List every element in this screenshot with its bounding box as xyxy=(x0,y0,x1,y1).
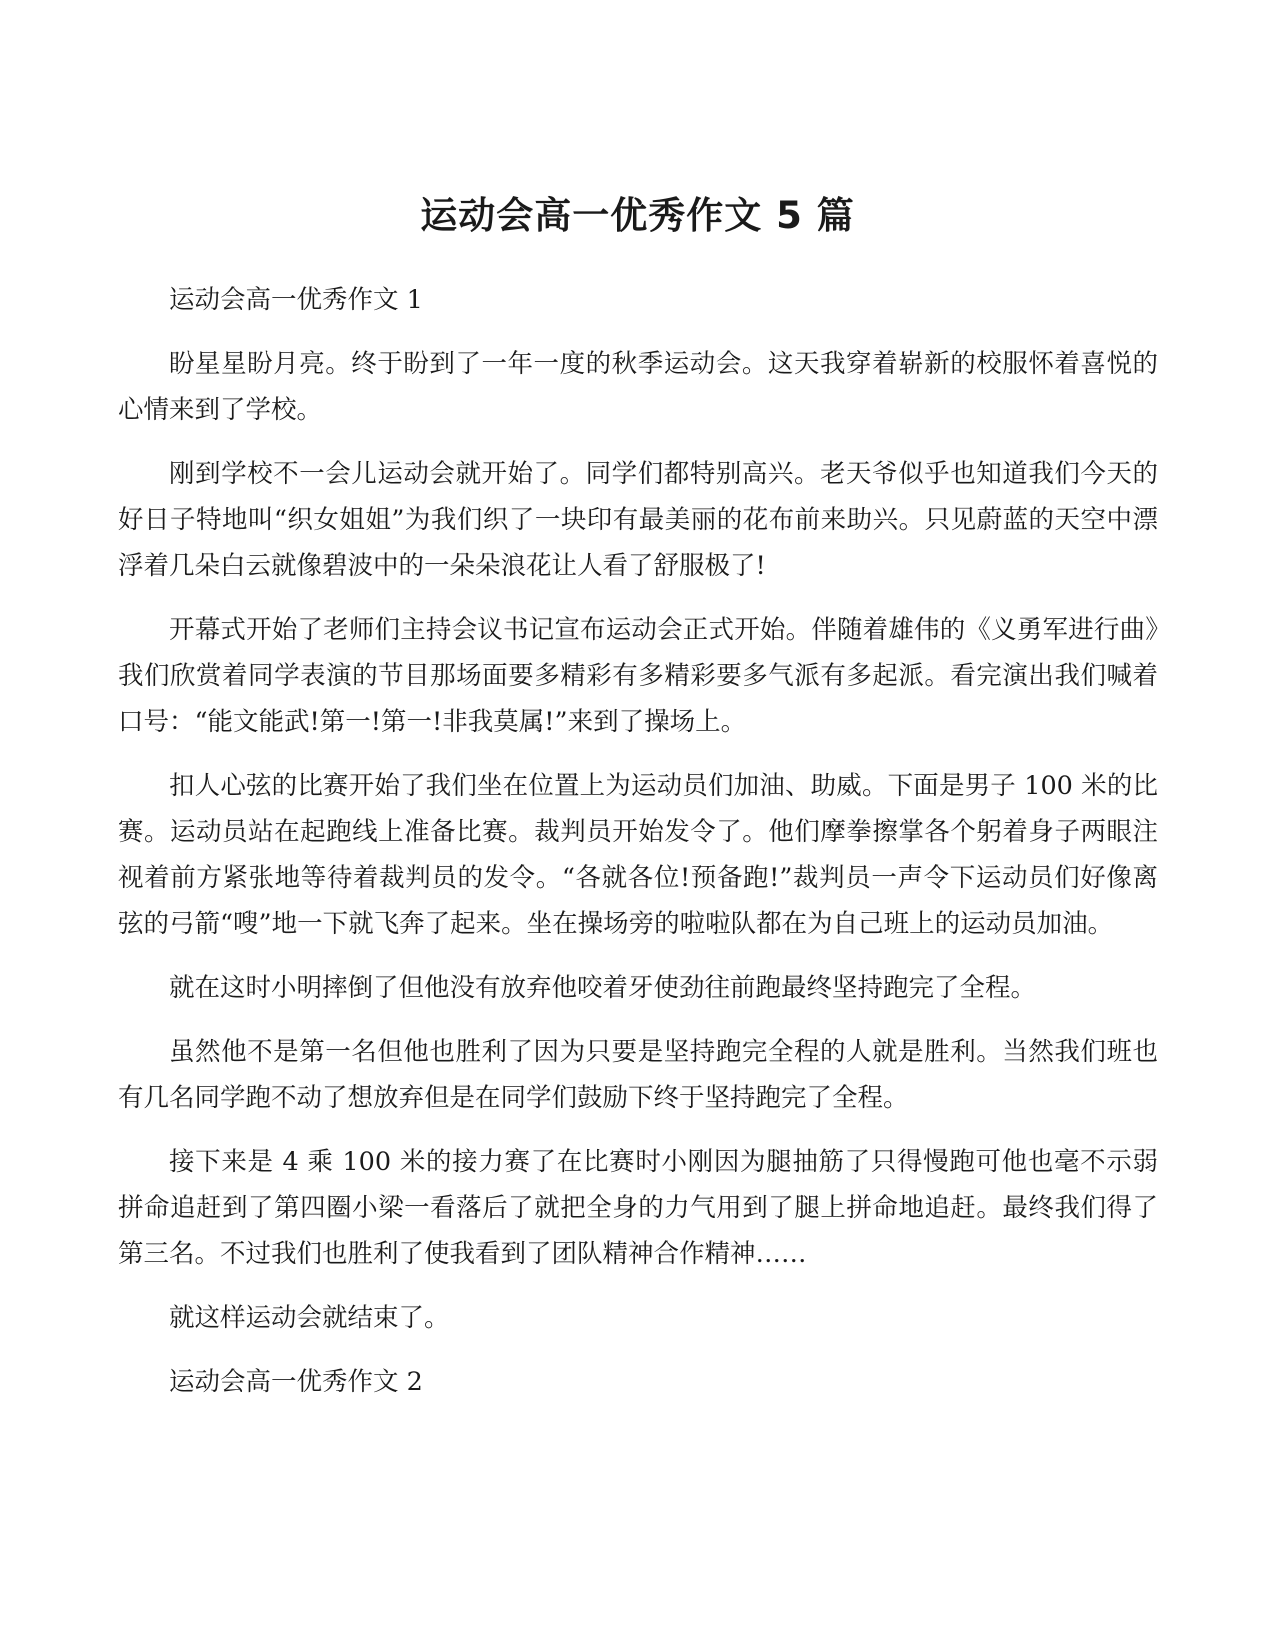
paragraph: 开幕式开始了老师们主持会议书记宣布运动会正式开始。伴随着雄伟的《义勇军进行曲》我们欣赏着同学表演的节目那场面要多精彩有多精彩要多气派有多起派。看完演出我们喊着口号：“能文能武!第一!第一!非我莫属!”来到了操场上。 xyxy=(118,615,1158,737)
paragraph: 扣人心弦的比赛开始了我们坐在位置上为运动员们加油、助威。下面是男子 100 米的比赛。运动员站在起跑线上准备比赛。裁判员开始发令了。他们摩拳擦掌各个躬着身子两眼注视着前方紧张地等待着裁判员的发令。“各就各位!预备跑!”裁判员一声令下运动员们好像离弦的弓箭“嗖”地一下就飞奔了起来。坐在操场旁的啦啦队都在为自己班上的运动员加油。 xyxy=(118,771,1158,939)
paragraph: 就这样运动会就结束了。 xyxy=(169,1303,450,1333)
paragraph: 刚到学校不一会儿运动会就开始了。同学们都特别高兴。老天爷似乎也知道我们今天的好日子特地叫“织女姐姐”为我们织了一块印有最美丽的花布前来助兴。只见蔚蓝的天空中漂浮着几朵白云就像碧波中的一朵朵浪花让人看了舒服极了! xyxy=(118,459,1158,581)
paragraph: 盼星星盼月亮。终于盼到了一年一度的秋季运动会。这天我穿着崭新的校服怀着喜悦的心情来到了学校。 xyxy=(118,349,1158,425)
paragraph: 接下来是 4 乘 100 米的接力赛了在比赛时小刚因为腿抽筋了只得慢跑可他也毫不示弱拼命追赶到了第四圈小梁一看落后了就把全身的力气用到了腿上拼命地追赶。最终我们得了第三名。不过我们也胜利了使我看到了团队精神合作精神…… xyxy=(118,1147,1158,1269)
essay-2-heading: 运动会高一优秀作文 2 xyxy=(169,1367,423,1397)
document-title: 运动会高一优秀作文 5 篇 xyxy=(420,194,855,237)
paragraph: 就在这时小明摔倒了但他没有放弃他咬着牙使劲往前跑最终坚持跑完了全程。 xyxy=(169,973,1037,1003)
essay-1-heading: 运动会高一优秀作文 1 xyxy=(169,285,423,315)
paragraph: 虽然他不是第一名但他也胜利了因为只要是坚持跑完全程的人就是胜利。当然我们班也有几名同学跑不动了想放弃但是在同学们鼓励下终于坚持跑完了全程。 xyxy=(118,1037,1158,1113)
document-body xyxy=(118,277,1158,1423)
